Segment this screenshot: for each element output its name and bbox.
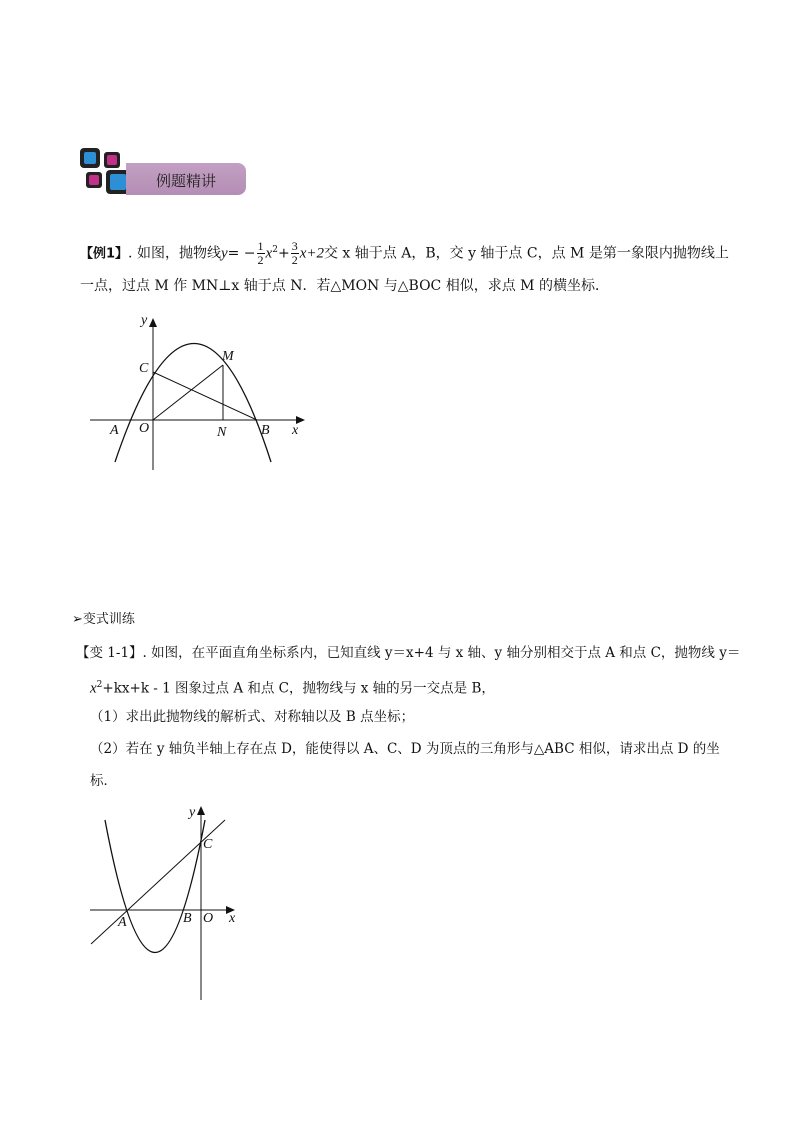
label-x: x (292, 423, 299, 438)
label-m: M (222, 349, 234, 364)
fraction-three-halves: $\frac{3}{2}$ (291, 239, 298, 268)
label-a: A (118, 915, 127, 930)
label-a: A (110, 423, 119, 438)
practice-question2-cont: 标． (90, 773, 117, 789)
label-c: C (203, 837, 213, 852)
example1-line2: 一点，过点 M 作 MN⊥x 轴于点 N．若△MON 与△BOC 相似，求点 M 的横坐标． (80, 278, 609, 294)
segment-om (153, 365, 223, 420)
figure1-parabola-graph (85, 310, 315, 475)
label-c: C (139, 361, 149, 376)
figure2-parabola-line-graph (85, 800, 245, 1005)
section-title: 例题精讲 (156, 172, 217, 190)
practice-question1: （1）求出此抛物线的解析式、对称轴以及 B 点坐标； (90, 709, 415, 725)
y-axis-arrow (197, 806, 205, 815)
label-o: O (139, 421, 150, 436)
y-axis-arrow (149, 318, 157, 327)
practice-line2: $x^2+kx+k - 1$ 图象过点 A 和点 C，抛物线与 x 轴的另一交点是 B， (90, 680, 495, 697)
practice-question2: （2）若在 y 轴负半轴上存在点 D，能使得以 A、C、D 为顶点的三角形与△ABC 相似，请求出点 D 的坐 (90, 741, 720, 757)
parabola (105, 820, 205, 953)
label-y: y (189, 805, 196, 820)
practice-heading: ➢变式训练 (72, 612, 135, 627)
practice-line1: 【变 1-1】. 如图，在平面直角坐标系内，已知直线 y＝x+4 与 x 轴、y 轴分别相交于点 A 和点 C，抛物线 y＝ (76, 645, 741, 661)
label-b: B (261, 423, 270, 438)
label-y: y (141, 313, 148, 328)
label-b: B (183, 911, 192, 926)
label-n: N (217, 425, 227, 440)
fraction-half: $\frac{1}{2}$ (257, 239, 264, 268)
label-x: x (229, 911, 236, 926)
example-tag: 【例1】 (80, 246, 129, 262)
example1-line1: 【例1】. 如图，抛物线y= − $\frac{1}{2}$ $x^2+$ $\frac{3}{2}$ x+2交 x 轴于点 A，B，交 y 轴于点 C，点 M 是第一象限内抛物线上 (80, 239, 729, 268)
label-o: O (203, 911, 214, 926)
